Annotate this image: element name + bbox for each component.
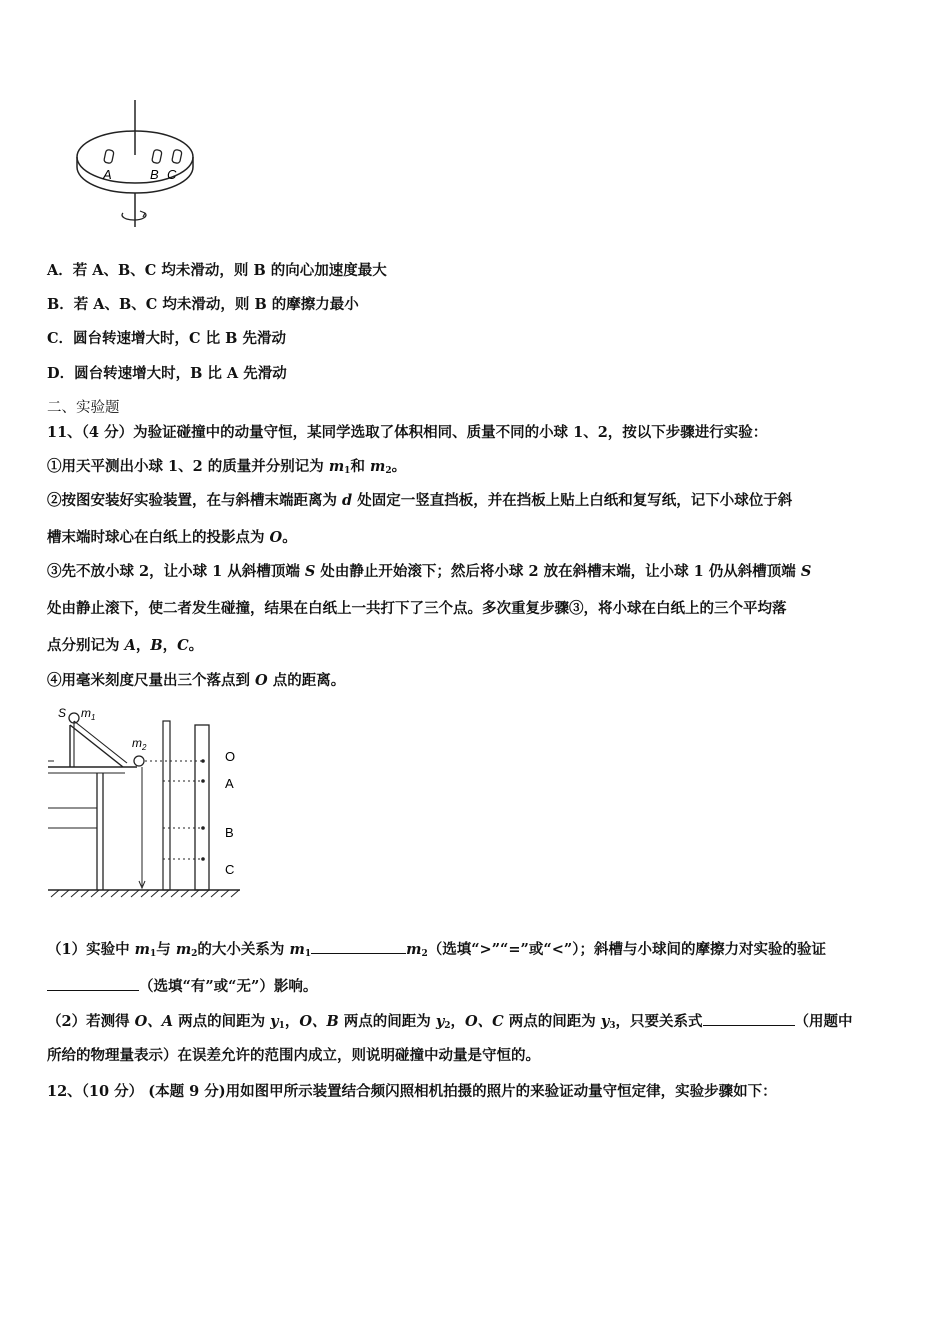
fig2-label-o: O — [225, 749, 236, 764]
q11-part2-line2: 所给的物理量表示）在误差允许的范围内成立，则说明碰撞中动量是守恒的。 — [47, 1047, 540, 1064]
q12-intro: 12、（10 分） (本题 9 分)用如图甲所示装置结合频闪照相机拍摄的照片的来验证动量守恒定律，实验步骤如下： — [47, 1083, 777, 1100]
ball-m2 — [134, 756, 144, 766]
fig2-label-m2: $m_2$ — [132, 736, 147, 752]
rotating-disk-figure — [45, 95, 205, 235]
answer-blank-1[interactable] — [311, 939, 406, 954]
q11-part2-line1: （2）若测得 O、A 两点的间距为 $y_1$，O、B 两点的间距为 $y_2$，O、C 两点的间距为 $y_3$，只要关系式 （用题中 — [47, 1013, 853, 1031]
q11-step3-line3: 点分别记为 A，B，C。 — [47, 637, 204, 654]
q11-step3-line2: 处由静止滚下，使二者发生碰撞，结果在白纸上一共打下了三个点。多次重复步骤③，将小球在白纸上的三个平均落 — [47, 600, 787, 617]
section-title: 二、实验题 — [47, 400, 120, 416]
ground-hatch — [51, 890, 239, 897]
collision-apparatus-figure — [45, 703, 245, 910]
q11-step2-line2: 槽末端时球心在白纸上的投影点为 O。 — [47, 529, 297, 546]
fig2-label-m1: $m_1$ — [81, 706, 96, 722]
option-a: A．若 A、B、C 均未滑动，则 B 的向心加速度最大 — [47, 262, 387, 279]
label-b: B — [150, 167, 159, 182]
answer-blank-2[interactable] — [47, 976, 139, 991]
q11-part1-line2: （选填“有”或“无”）影响。 — [47, 976, 317, 997]
block-c — [172, 149, 183, 163]
option-d: D．圆台转速增大时，B 比 A 先滑动 — [47, 365, 287, 382]
q11-intro: 11、（4 分）为验证碰撞中的动量守恒，某同学选取了体积相同、质量不同的小球 1、2，按以下步骤进行实验： — [47, 424, 768, 441]
q11-step2-line1: ②按图安装好实验装置，在与斜槽末端距离为 d 处固定一竖直挡板，并在挡板上贴上白纸和复写纸，记下小球位于斜 — [47, 492, 793, 509]
q11-step4: ④用毫米刻度尺量出三个落点到 O 点的距离。 — [47, 672, 346, 689]
fig2-label-a: A — [225, 776, 234, 791]
fig2-label-b: B — [225, 825, 234, 840]
option-c: C．圆台转速增大时，C 比 B 先滑动 — [47, 330, 286, 347]
board-far — [195, 725, 209, 890]
q11-part1-line1: （1）实验中 $m_1$与 $m_2$的大小关系为 $m_1$ $m_2$（选填“>”“=”或“<”）；斜槽与小球间的摩擦力对实验的验证 — [47, 941, 826, 959]
block-a — [104, 149, 115, 163]
label-a: A — [103, 167, 112, 182]
rotation-arrow-icon — [122, 213, 146, 220]
q11-step3-line1: ③先不放小球 2，让小球 1 从斜槽顶端 S 处由静止开始滚下；然后将小球 2 放在斜槽末端，让小球 1 仍从斜槽顶端 S — [47, 563, 812, 580]
fig2-label-s: S — [58, 706, 67, 720]
answer-blank-3[interactable] — [703, 1011, 795, 1026]
ramp-slope — [70, 725, 123, 767]
label-c: C — [167, 167, 177, 182]
block-b — [152, 149, 163, 163]
q11-step1: ①用天平测出小球 1、2 的质量并分别记为 $m_1$和 $m_2$。 — [47, 458, 407, 476]
option-b: B．若 A、B、C 均未滑动，则 B 的摩擦力最小 — [47, 296, 359, 313]
board-near — [163, 721, 170, 890]
fig2-label-c: C — [225, 862, 235, 877]
